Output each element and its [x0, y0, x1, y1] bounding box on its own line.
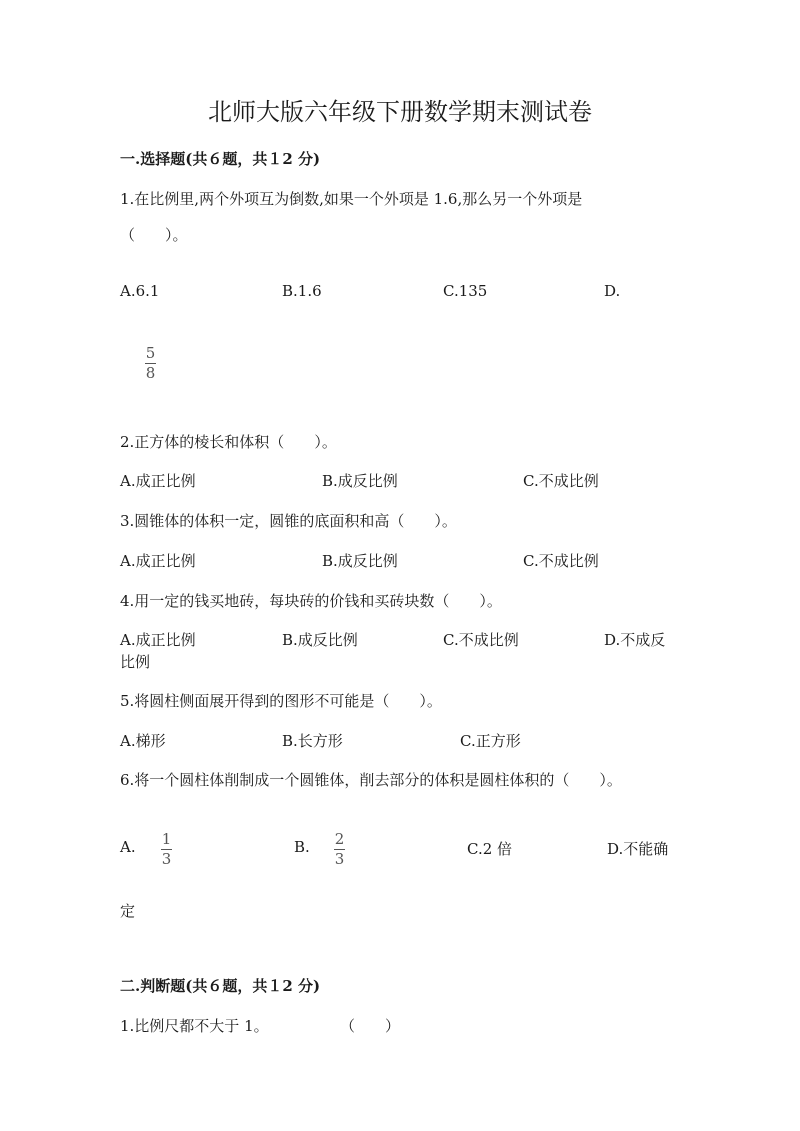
question-3-stem: 3.圆锥体的体积一定，圆锥的底面积和高（ ）。: [120, 512, 457, 530]
fraction-denominator: 8: [145, 364, 156, 382]
q4-option-d-wrap: 比例: [120, 653, 151, 671]
question-6-stem: 6.将一个圆柱体削制成一个圆锥体，削去部分的体积是圆柱体积的（ ）。: [120, 771, 622, 789]
q2-option-b: B.成反比例: [322, 472, 398, 490]
q1-option-d: D.: [604, 282, 621, 300]
q6-option-a-fraction: [161, 832, 172, 867]
q1-option-b: B.1.6: [282, 282, 322, 300]
q2-option-a: A.成正比例: [120, 472, 196, 490]
fraction-denominator: 3: [334, 850, 345, 868]
q2-option-c: C.不成比例: [523, 472, 599, 490]
q3-option-b: B.成反比例: [322, 552, 398, 570]
question-2-stem: 2.正方体的棱长和体积（ ）。: [120, 433, 337, 451]
q6-option-a: A.: [120, 838, 136, 856]
q6-option-b: B.: [294, 838, 310, 856]
q1-option-a: A.6.1: [120, 282, 160, 300]
judgement-question-1-stem: 1.比例尺都不大于 1。: [120, 1017, 269, 1035]
fraction-numerator: 1: [161, 830, 172, 848]
q4-option-c: C.不成比例: [443, 631, 519, 649]
page-title: 北师大版六年级下册数学期末测试卷: [208, 98, 592, 126]
section-heading-judgement: 二.判断题(共６题，共１2 分): [120, 977, 321, 995]
question-4-stem: 4.用一定的钱买地砖，每块砖的价钱和买砖块数（ ）。: [120, 592, 502, 610]
q1-option-d-fraction: [145, 346, 156, 381]
fraction-denominator: 3: [161, 850, 172, 868]
section-heading-choice: 一.选择题(共６题，共１2 分): [120, 150, 321, 168]
q6-option-d-wrap: 定: [120, 902, 136, 920]
q5-option-a: A.梯形: [120, 732, 166, 750]
q4-option-b: B.成反比例: [282, 631, 358, 649]
question-1-stem-cont: （ ）。: [120, 226, 188, 244]
q5-option-c: C.正方形: [460, 732, 521, 750]
q5-option-b: B.长方形: [282, 732, 343, 750]
q3-option-c: C.不成比例: [523, 552, 599, 570]
q6-option-c: C.2 倍: [467, 840, 513, 858]
q4-option-a: A.成正比例: [120, 631, 196, 649]
q1-option-c: C.135: [443, 282, 488, 300]
fraction-numerator: 5: [145, 344, 156, 362]
q6-option-d: D.不能确: [607, 840, 669, 858]
question-1-stem: 1.在比例里,两个外项互为倒数,如果一个外项是 1.6,那么另一个外项是: [120, 190, 583, 208]
question-5-stem: 5.将圆柱侧面展开得到的图形不可能是（ ）。: [120, 692, 442, 710]
judgement-question-1-blank: （ ）: [340, 1017, 401, 1035]
fraction-numerator: 2: [334, 830, 345, 848]
q4-option-d: D.不成反: [604, 631, 666, 649]
q3-option-a: A.成正比例: [120, 552, 196, 570]
q6-option-b-fraction: [334, 832, 345, 867]
